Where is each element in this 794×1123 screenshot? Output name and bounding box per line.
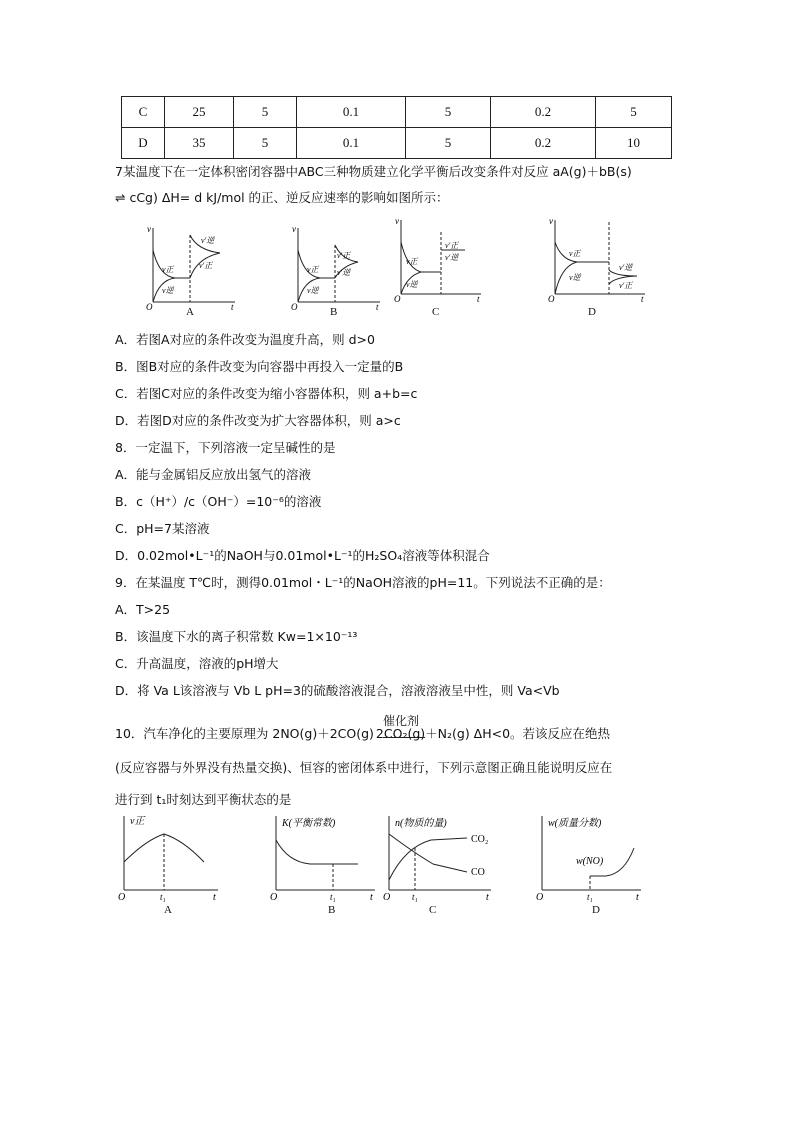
q9-stem: 9．在某温度 T℃时，测得0.01mol・L⁻¹的NaOH溶液的pH=11。下列说法不正确的是： [115,575,611,590]
q7-option-b: B．图B对应的条件改变为向容器中再投入一定量的B [115,359,404,374]
origin-label: O [118,892,126,903]
svg-text:t: t [636,892,639,903]
svg-text:O: O [270,892,278,903]
q10-line1-reactants: 10．汽车净化的主要原理为 2NO(g)＋2CO(g) [115,726,374,741]
t1-label: t₁ [160,892,166,902]
q7-caption-c: C [432,306,440,318]
svg-text:v逆: v逆 [406,280,418,289]
svg-text:v正: v正 [406,257,418,266]
q9-option-c: C．升高温度，溶液的pH增大 [115,656,279,671]
table-row [122,128,672,159]
q7-figure-a [145,220,240,320]
svg-text:v'正: v'正 [619,281,633,290]
table-cell: C [122,97,165,128]
q10-line2: (反应容器与外界没有热量交换)、恒容的密闭体系中进行，下列示意图正确且能说明反应在 [115,760,613,775]
svg-text:v'逆: v'逆 [619,263,633,272]
q7-caption-d: D [588,306,596,318]
axis-t-label: t [231,302,234,312]
svg-text:t₁: t₁ [587,892,593,902]
table-row [122,97,672,128]
svg-text:v: v [292,224,296,234]
q10-figure-d [536,812,646,907]
svg-text:v'逆: v'逆 [445,253,459,262]
table-cell: 35 [165,128,234,159]
fig-d-ylabel: w(质量分数) [548,818,602,829]
table-cell: 0.2 [491,97,596,128]
q8-stem: 8．一定温下，下列溶液一定呈碱性的是 [115,440,336,455]
q9-option-b: B．该温度下水的离子积常数 Kw=1×10⁻¹³ [115,629,358,644]
svg-text:O: O [291,302,298,312]
q7-figure-d [547,212,647,312]
svg-text:t₁: t₁ [330,892,336,902]
svg-text:O: O [536,892,544,903]
svg-text:v正: v正 [307,265,319,274]
axis-v-label: v [147,224,151,234]
q7-option-d: D．若图D对应的条件改变为扩大容器体积，则 a>c [115,413,401,428]
fig-b-ylabel: K(平衡常数) [282,818,336,829]
q8-option-d: D．0.02mol•L⁻¹的NaOH与0.01mol•L⁻¹的H₂SO₄溶液等体积混合 [115,548,490,563]
q9-option-d: D．将 Va L该溶液与 Vb L pH=3的硫酸溶液混合，溶液溶液呈中性，则 Va<Vb [115,683,560,698]
origin-label: O [146,302,153,312]
q9-option-a: A．T>25 [115,602,171,617]
q10-caption-a: A [164,904,172,916]
svg-text:v'正: v'正 [445,241,459,250]
svg-text:t: t [486,892,489,903]
q10-line3: 进行到 t₁时刻达到平衡状态的是 [115,792,292,807]
equilibrium-arrow-icon: ⇌ [115,190,126,205]
svg-text:O: O [394,294,401,304]
q8-option-b: B．c（H⁺）/c（OH⁻）=10⁻⁶的溶液 [115,494,322,509]
svg-text:t₁: t₁ [412,892,418,902]
svg-text:v逆: v逆 [569,273,581,282]
reaction-arrow-icon [383,737,425,738]
v-forward-prime-label: v'正 [199,261,213,270]
q7-option-a: A．若图A对应的条件改变为温度升高，则 d>0 [115,332,375,347]
svg-text:O: O [383,892,391,903]
data-table [121,96,672,159]
w-no-label: w(NO) [576,856,604,867]
q10-figure-c [383,812,498,907]
fig-a-ylabel: v正 [130,816,145,827]
table-cell: 5 [596,97,672,128]
v-reverse-prime-label: v'逆 [201,236,215,245]
svg-text:t: t [376,302,379,312]
table-cell: 0.1 [297,97,406,128]
q7-option-c: C．若图C对应的条件改变为缩小容器体积，则 a+b=c [115,386,418,401]
table-cell: 0.1 [297,128,406,159]
co-label: CO [471,867,485,878]
q7-figure-c [393,212,483,312]
q10-line1 [115,726,610,742]
co2-label: CO₂ [471,834,489,845]
svg-text:v: v [549,216,553,226]
t-label: t [213,892,216,903]
table-cell: 0.2 [491,128,596,159]
q7-figure-b [290,220,385,320]
q7-stem-line1: 7某温度下在一定体积密闭容器中ABC三种物质建立化学平衡后改变条件对反应 aA(g)＋bB(s) [115,164,632,179]
table-cell: 5 [234,128,297,159]
q7-stem-line2 [115,190,449,206]
q10-caption-c: C [429,904,437,916]
q8-option-c: C．pH=7某溶液 [115,521,210,536]
q7-stem-text: cCg) ΔH= d kJ/mol 的正、逆反应速率的影响如图所示： [125,190,449,205]
svg-text:v'正: v'正 [337,251,351,260]
table-cell: D [122,128,165,159]
svg-text:t: t [641,294,644,304]
q10-figure-a [118,812,223,907]
table-cell: 10 [596,128,672,159]
q10-caption-d: D [592,904,600,916]
table-cell: 5 [406,128,491,159]
svg-text:t: t [477,294,480,304]
v-forward-label: v正 [162,265,174,274]
v-reverse-label: v逆 [162,286,174,295]
q10-figure-b [270,812,380,907]
svg-text:v'逆: v'逆 [337,268,351,277]
q7-caption-a: A [186,306,194,318]
svg-text:v逆: v逆 [307,286,319,295]
svg-text:t: t [370,892,373,903]
q10-caption-b: B [328,904,336,916]
q10-line1-products: 2CO₂(g)＋N₂(g) ΔH<0。若该反应在绝热 [375,726,611,741]
table-cell: 5 [406,97,491,128]
svg-text:v正: v正 [569,249,581,258]
catalyst-label: 催化剂 [383,714,420,728]
q8-option-a: A．能与金属铝反应放出氢气的溶液 [115,467,312,482]
fig-c-ylabel: n(物质的量) [395,818,447,829]
table-cell: 5 [234,97,297,128]
svg-text:v: v [395,216,399,226]
svg-text:O: O [548,294,555,304]
table-cell: 25 [165,97,234,128]
q7-caption-b: B [330,306,338,318]
